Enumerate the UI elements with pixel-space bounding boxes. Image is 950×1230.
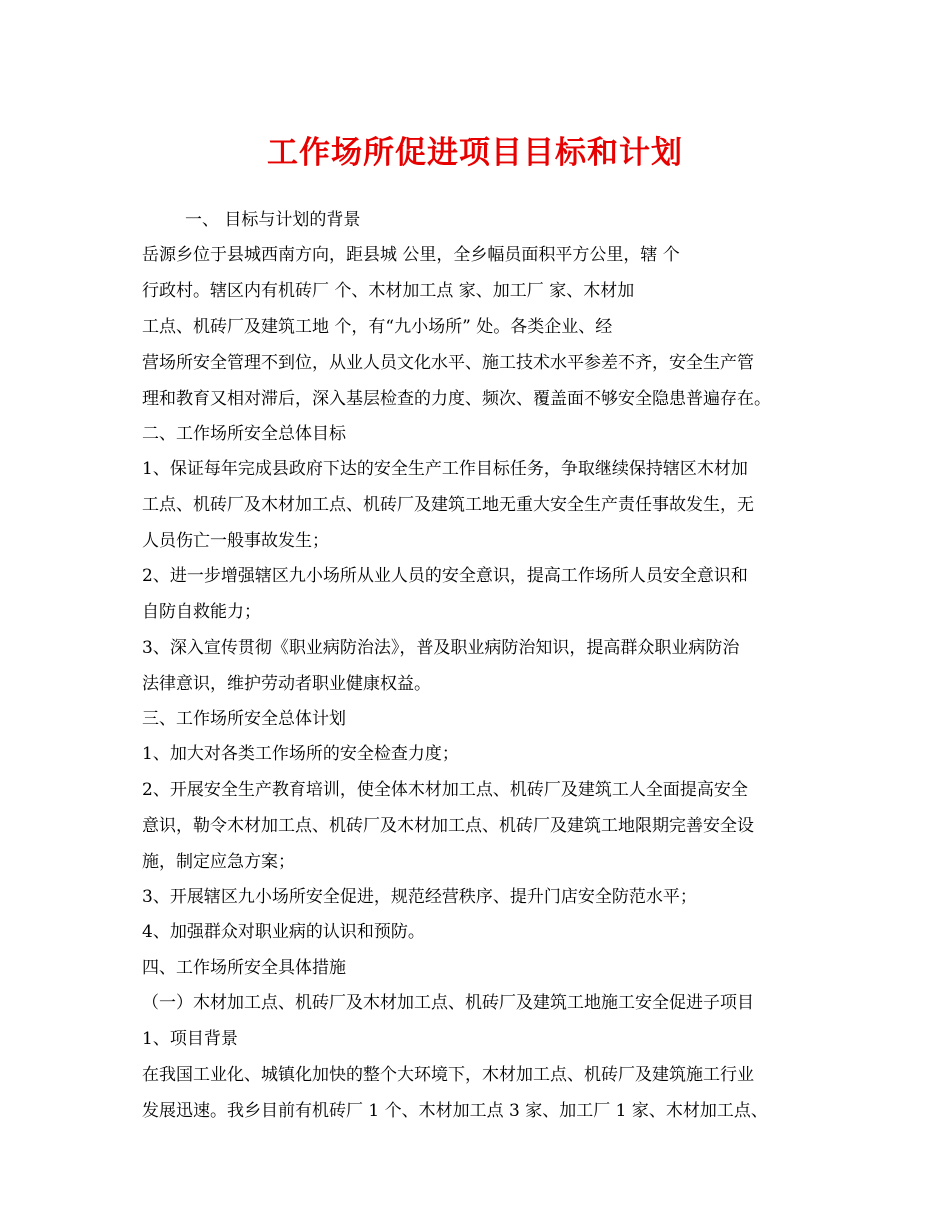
section-heading-1: 一、 目标与计划的背景: [185, 210, 361, 230]
paragraph-line: 行政村。辖区内有机砖厂 个、木材加工点 家、加工厂 家、木材加: [142, 281, 635, 301]
list-item-line: 2、开展安全生产教育培训，使全体木材加工点、机砖厂及建筑工人全面提高安全: [142, 780, 748, 800]
section-heading-4: 四、工作场所安全具体措施: [142, 958, 346, 978]
list-item-line: 3、深入宣传贯彻《职业病防治法》，普及职业病防治知识，提高群众职业病防治: [142, 638, 740, 658]
list-item-line: 施，制定应急方案；: [142, 852, 295, 872]
paragraph-line: 工点、机砖厂及建筑工地 个，有“九小场所” 处。各类企业、经: [142, 317, 613, 337]
document-title: 工作场所促进项目目标和计划: [267, 135, 683, 171]
paragraph-line: 营场所安全管理不到位，从业人员文化水平、施工技术水平参差不齐，安全生产管: [142, 353, 754, 373]
list-item-line: 法律意识，维护劳动者职业健康权益。: [142, 674, 431, 694]
paragraph-line: 在我国工业化、城镇化加快的整个大环境下，木材加工点、机砖厂及建筑施工行业: [142, 1065, 754, 1085]
list-item-line: 4、加强群众对职业病的认识和预防。: [142, 922, 425, 942]
section-heading-2: 二、工作场所安全总体目标: [142, 424, 346, 444]
list-item-line: 自防自救能力；: [142, 602, 261, 622]
list-item-line: 1、保证每年完成县政府下达的安全生产工作目标任务，争取继续保持辖区木材加: [142, 459, 748, 479]
list-item-line: 工点、机砖厂及木材加工点、机砖厂及建筑工地无重大安全生产责任事故发生，无: [142, 495, 754, 515]
paragraph-line: 岳源乡位于县城西南方向，距县城 公里，全乡幅员面积平方公里，辖 个: [142, 245, 680, 265]
list-item-line: 1、加大对各类工作场所的安全检查力度；: [142, 744, 459, 764]
paragraph-line: 理和教育又相对滞后，深入基层检查的力度、频次、覆盖面不够安全隐患普遍存在。: [142, 389, 771, 409]
list-item-line: 人员伤亡一般事故发生；: [142, 531, 329, 551]
subsection-heading: 1、项目背景: [142, 1029, 238, 1049]
paragraph-line: 发展迅速。我乡目前有机砖厂 1 个、木材加工点 3 家、加工厂 1 家、木材加工点、: [142, 1101, 768, 1121]
list-item-line: 3、开展辖区九小场所安全促进，规范经营秩序、提升门店安全防范水平；: [142, 887, 697, 907]
section-heading-3: 三、工作场所安全总体计划: [142, 709, 346, 729]
list-item-line: 意识，勒令木材加工点、机砖厂及木材加工点、机砖厂及建筑工地限期完善安全设: [142, 816, 754, 836]
list-item-line: 2、进一步增强辖区九小场所从业人员的安全意识，提高工作场所人员安全意识和: [142, 566, 748, 586]
subsection-heading: （一）木材加工点、机砖厂及木材加工点、机砖厂及建筑工地施工安全促进子项目: [142, 993, 754, 1013]
